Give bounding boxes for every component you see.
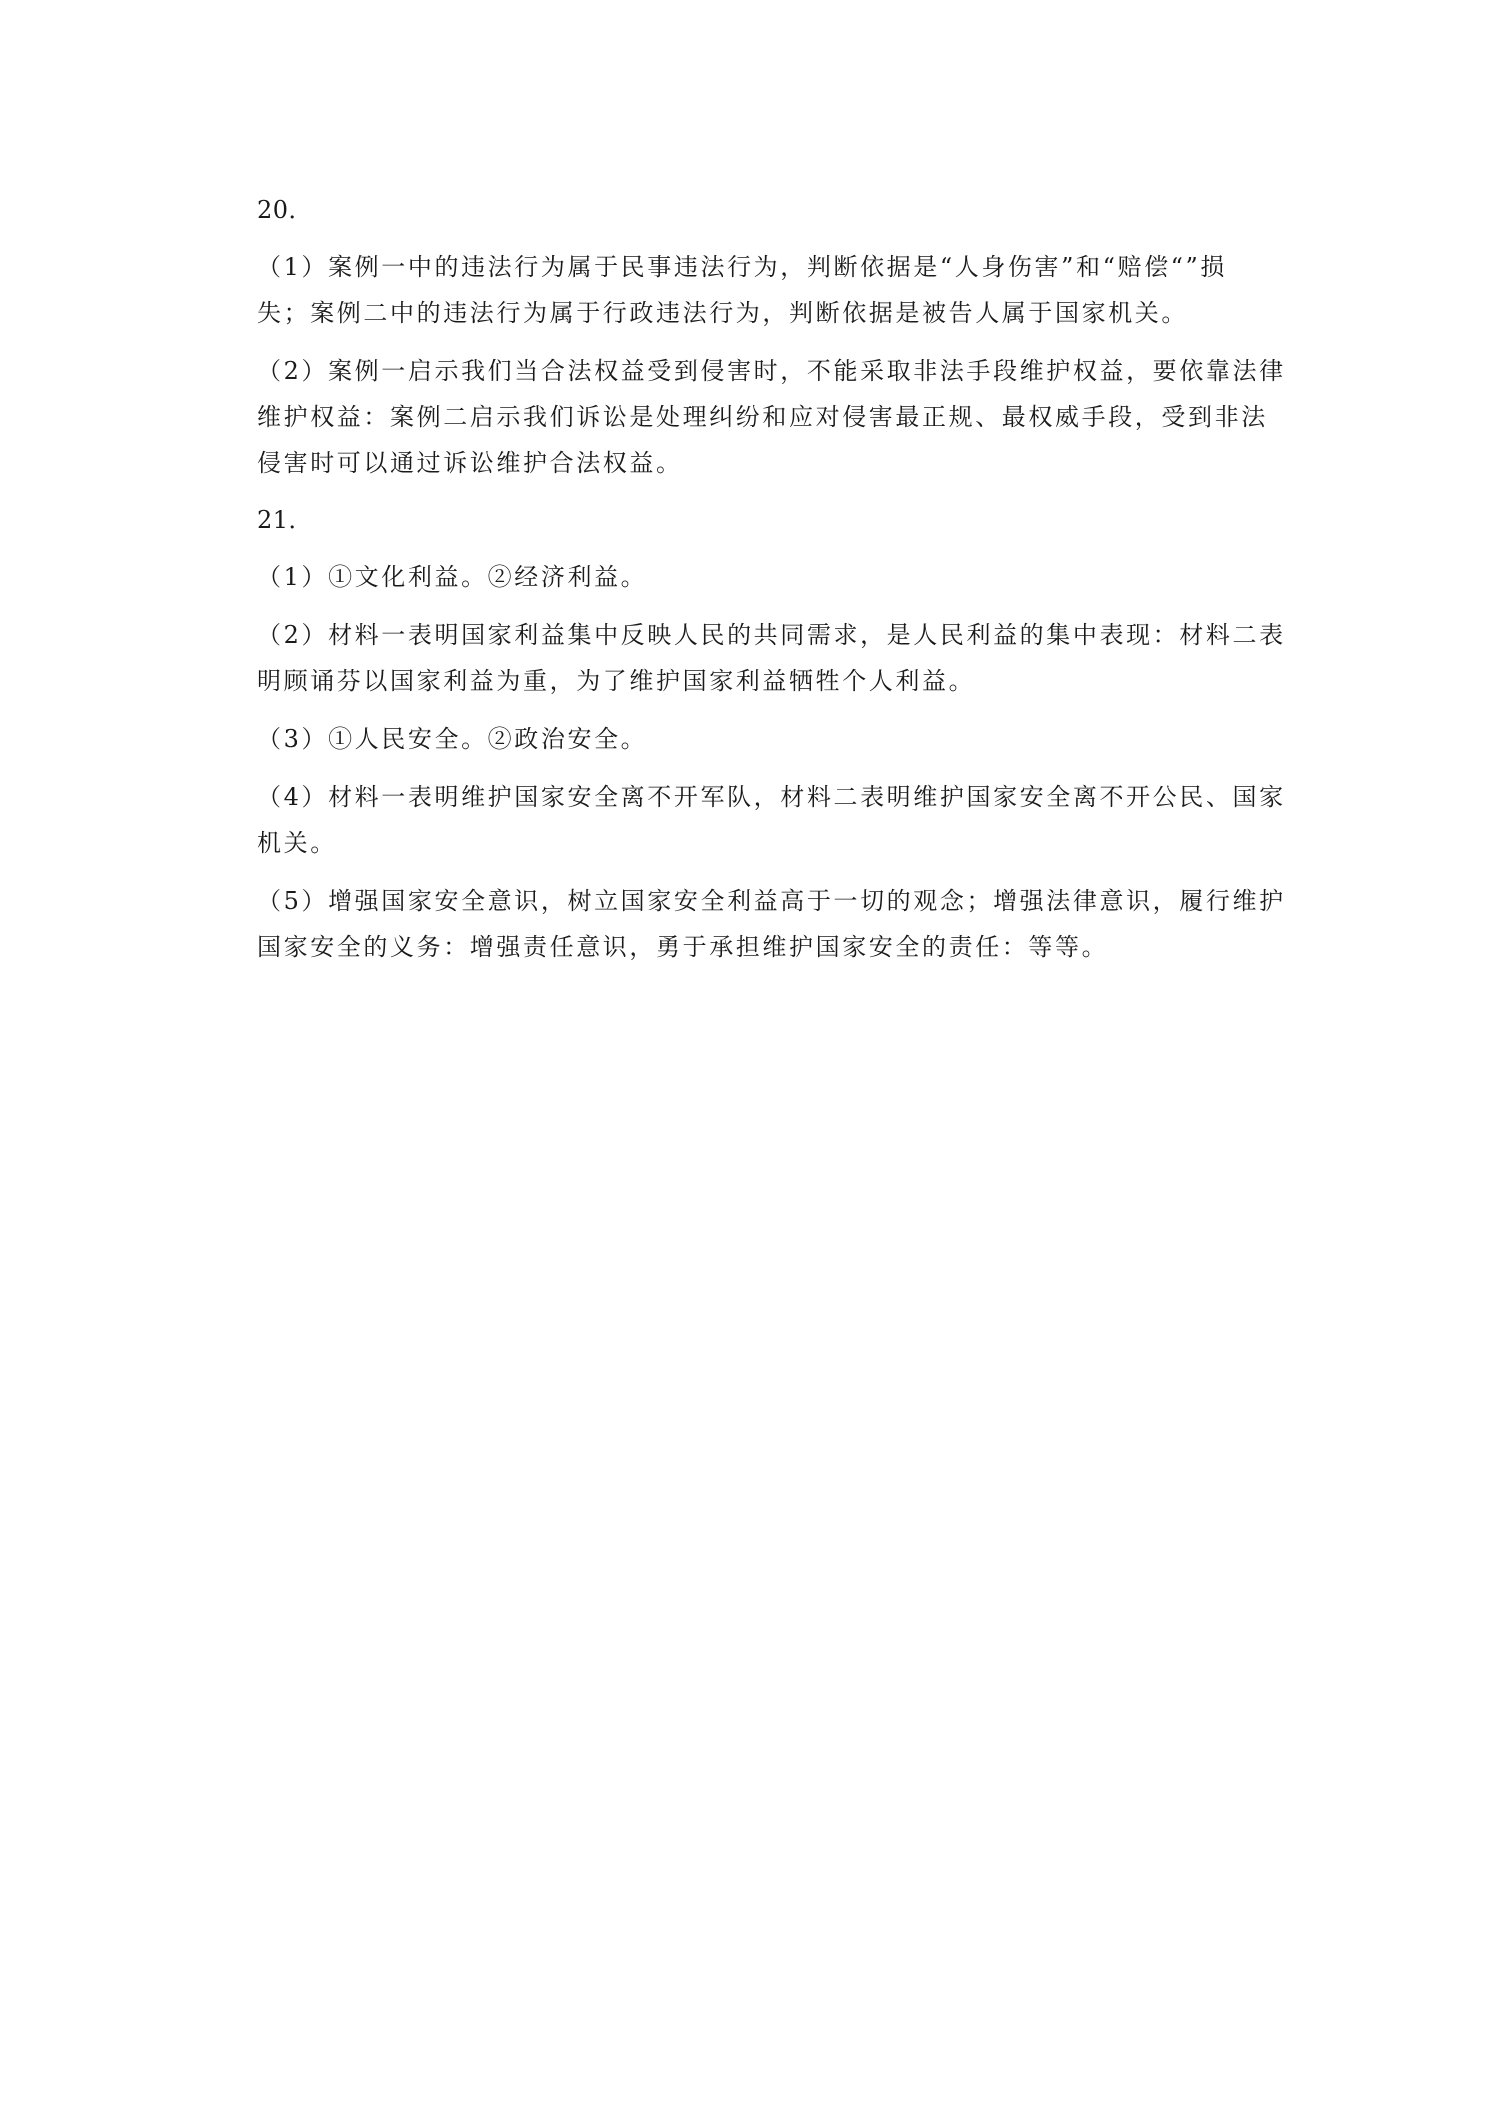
answer-21-5 (257, 878, 1286, 970)
answer-21-4 (257, 774, 1286, 866)
answer-20-2 (257, 348, 1286, 486)
answer-line: 侵害时可以通过诉讼维护合法权益。 (257, 449, 683, 477)
question-number-20: 20． (257, 196, 314, 224)
answer-21-3 (257, 716, 1255, 762)
answer-line: 国家安全的义务：增强责任意识，勇于承担维护国家安全的责任：等等。 (257, 933, 1109, 961)
answer-line: （1）案例一中的违法行为属于民事违法行为，判断依据是“人身伤害”和“赔偿“”损 (257, 253, 1228, 281)
answer-line: （2）材料一表明国家利益集中反映人民的共同需求，是人民利益的集中表现：材料二表 (257, 621, 1286, 649)
question-number-21: 21． (257, 506, 314, 534)
answer-line: （1）①文化利益。②经济利益。 (257, 563, 648, 591)
answer-content (257, 188, 1286, 982)
answer-20-1 (257, 244, 1255, 336)
answer-line: （5）增强国家安全意识，树立国家安全利益高于一切的观念；增强法律意识，履行维护 (257, 887, 1286, 915)
answer-line: 失；案例二中的违法行为属于行政违法行为，判断依据是被告人属于国家机关。 (257, 299, 1188, 327)
answer-line: 维护权益：案例二启示我们诉讼是处理纠纷和应对侵害最正规、最权威手段，受到非法 (257, 403, 1268, 431)
answer-line: （3）①人民安全。②政治安全。 (257, 725, 648, 753)
answer-line: 机关。 (257, 829, 337, 857)
answer-line: 明顾诵芬以国家利益为重，为了维护国家利益牺牲个人利益。 (257, 667, 976, 695)
answer-21-2 (257, 612, 1286, 704)
answer-21-1 (257, 554, 1255, 600)
answer-line: （4）材料一表明维护国家安全离不开军队，材料二表明维护国家安全离不开公民、国家 (257, 783, 1286, 811)
answer-line: （2）案例一启示我们当合法权益受到侵害时，不能采取非法手段维护权益，要依靠法律 (257, 357, 1286, 385)
